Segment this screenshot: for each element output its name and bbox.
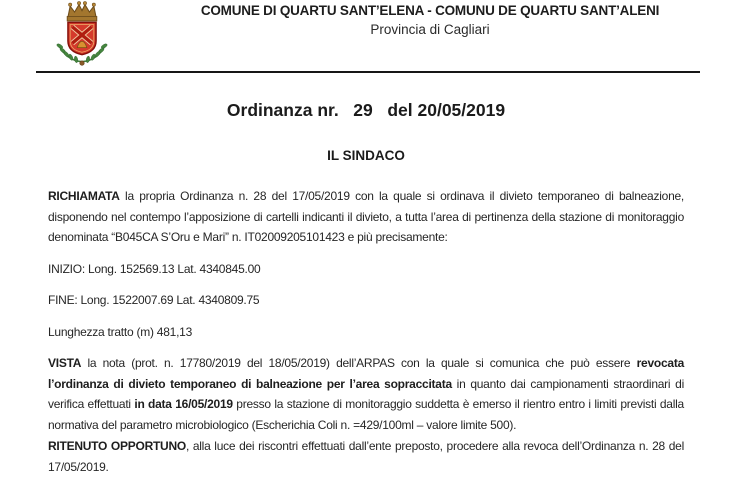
issuer-heading: IL SINDACO (327, 148, 405, 163)
text-run: INIZIO: Long. 152569.13 Lat. 4340845.00 (48, 261, 261, 276)
ordinance-body (48, 186, 684, 477)
document-content (0, 73, 730, 488)
text-run: la propria Ordinanza n. 28 del 17/05/2019 con la quale si ordinava il divieto temporaneo di balneazione, disponendo nel contempo l’apposizione di cartelli indicanti il divieto, a tutta l’area di pertinenza della stazione di monitoraggio denominata “B045CA S’Oru e Mari” n. IT02009205101423 e più precisamente: (48, 189, 684, 244)
text-run: revocata l’ordinanza di divieto temporaneo di balneazione per l’area sopraccitata (48, 356, 684, 391)
paragraph-vista (48, 353, 684, 435)
text-run: RITENUTO OPPORTUNO (48, 439, 186, 453)
coords-fine (48, 290, 684, 311)
text-run: in data 16/05/2019 (134, 397, 233, 411)
segment-length (48, 322, 684, 343)
shield-icon (68, 22, 96, 54)
text-run: VISTA (48, 356, 82, 370)
paragraph-richiamata (48, 186, 684, 248)
header-text-block (150, 2, 710, 38)
text-run: presso la stazione di monitoraggio suddetta è emerso il rientro entro i limiti previsti dalla normativa del parametro microbiologico (Escherichia Coli n. =429/100ml – valore limite 500). (48, 397, 684, 432)
text-run: , alla luce dei riscontri effettuati dall’ente preposto, procedere alla revoca dell’Ordinanza n. 28 del 17/05/2019. (48, 439, 684, 474)
text-run: RICHIAMATA (48, 189, 120, 203)
municipality-name: COMUNE DI QUARTU SANT’ELENA - COMUNU DE QUARTU SANT’ALENI (200, 3, 660, 18)
crown-icon (67, 2, 97, 21)
text-run: in quanto dai campionamenti straordinari di verifica effettuati (48, 376, 684, 411)
ordinance-title: Ordinanza nr. 29 del 20/05/2019 (226, 100, 506, 120)
municipal-crest-icon (45, 0, 119, 71)
text-run: la nota (prot. n. 17780/2019 del 18/05/2019) dell’ARPAS con la quale si comunica che può essere (81, 356, 637, 370)
text-run: FINE: Long. 1522007.69 Lat. 4340809.75 (48, 293, 260, 307)
province-name: Provincia di Cagliari (370, 22, 490, 37)
coords-inizio (48, 259, 684, 280)
text-run: Lunghezza tratto (m) 481,13 (48, 324, 193, 339)
paragraph-ritenuto (48, 436, 684, 477)
